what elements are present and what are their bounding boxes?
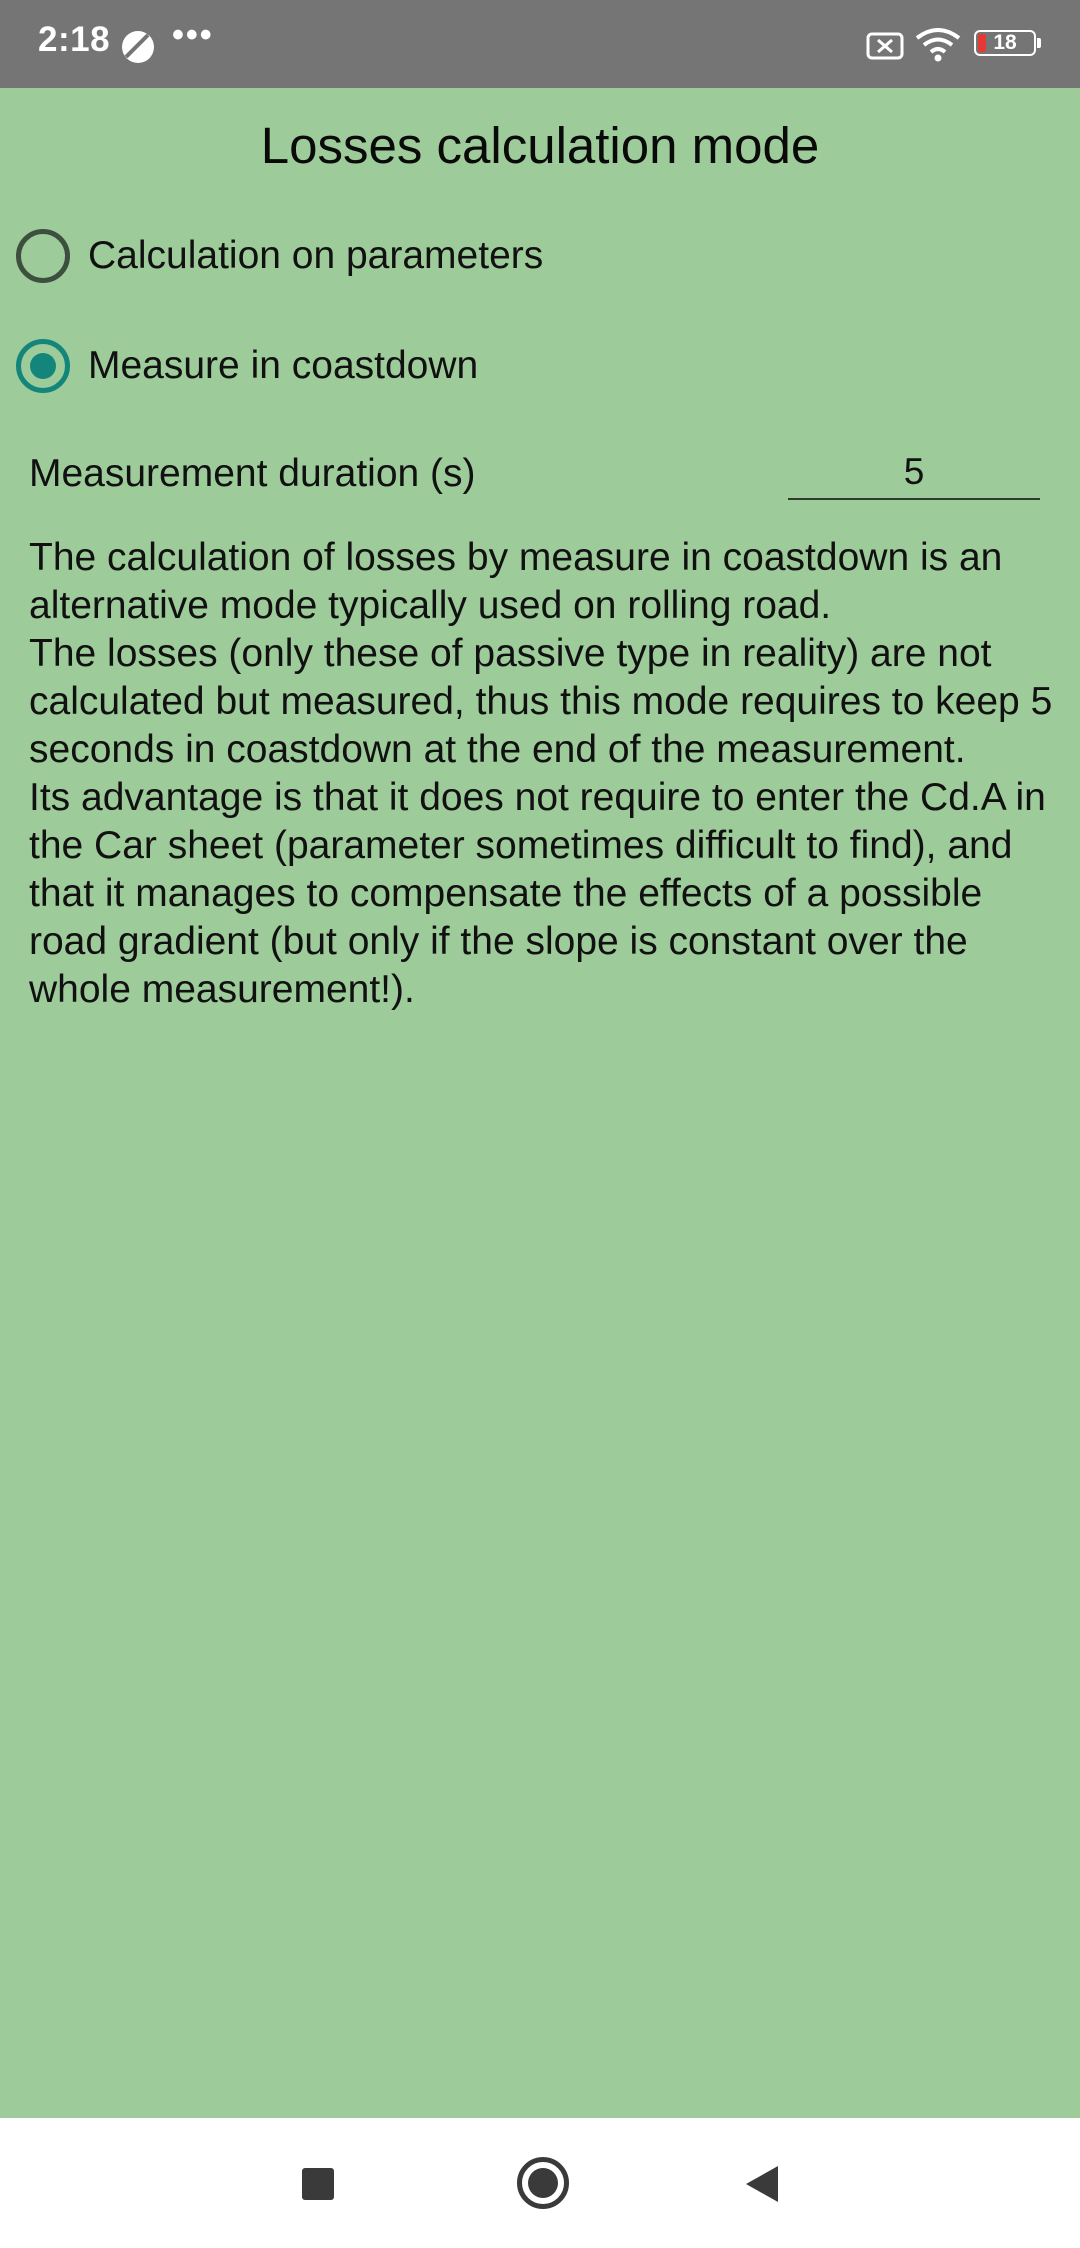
description-paragraph-1: The calculation of losses by measure in coastdown is an alternative mode typically used on rolling road. (29, 536, 1003, 627)
radio-unchecked-icon[interactable] (16, 229, 70, 283)
app-icon (120, 29, 156, 70)
status-more-dots: ••• (172, 16, 214, 54)
back-icon[interactable] (746, 2166, 778, 2202)
home-icon[interactable] (517, 2157, 569, 2209)
radio-calculation-on-parameters[interactable] (16, 224, 543, 288)
wifi-icon (914, 28, 962, 67)
sim-icon (866, 32, 904, 65)
description-paragraph-2: The losses (only these of passive type in reality) are not calculated but measured, thus this mode requires to keep 5 seconds in coastdown at the end of the measurement. (29, 632, 1053, 771)
radio-measure-in-coastdown[interactable] (16, 334, 478, 398)
page-title: Losses calculation mode (260, 117, 820, 174)
status-time: 2:18 (38, 20, 111, 59)
description-text (29, 534, 1069, 1014)
status-bar (0, 0, 1080, 88)
measurement-duration-input[interactable] (788, 446, 1040, 500)
recents-icon[interactable] (302, 2168, 334, 2200)
battery-icon (974, 30, 1038, 58)
battery-level-text: 18 (993, 31, 1017, 54)
description-paragraph-3: Its advantage is that it does not require to enter the Cd.A in the Car sheet (parameter sometimes difficult to find), and that it manages to compensate the effects of a possible road gradient (but only if the slope is constant over the whole measurement!). (29, 776, 1046, 1011)
radio-checked-icon[interactable] (16, 339, 70, 393)
radio-label-calculation-on-parameters[interactable]: Calculation on parameters (88, 234, 544, 277)
measurement-duration-label: Measurement duration (s) (29, 452, 476, 495)
radio-label-measure-in-coastdown[interactable]: Measure in coastdown (88, 344, 479, 387)
navigation-bar (0, 2118, 1080, 2248)
